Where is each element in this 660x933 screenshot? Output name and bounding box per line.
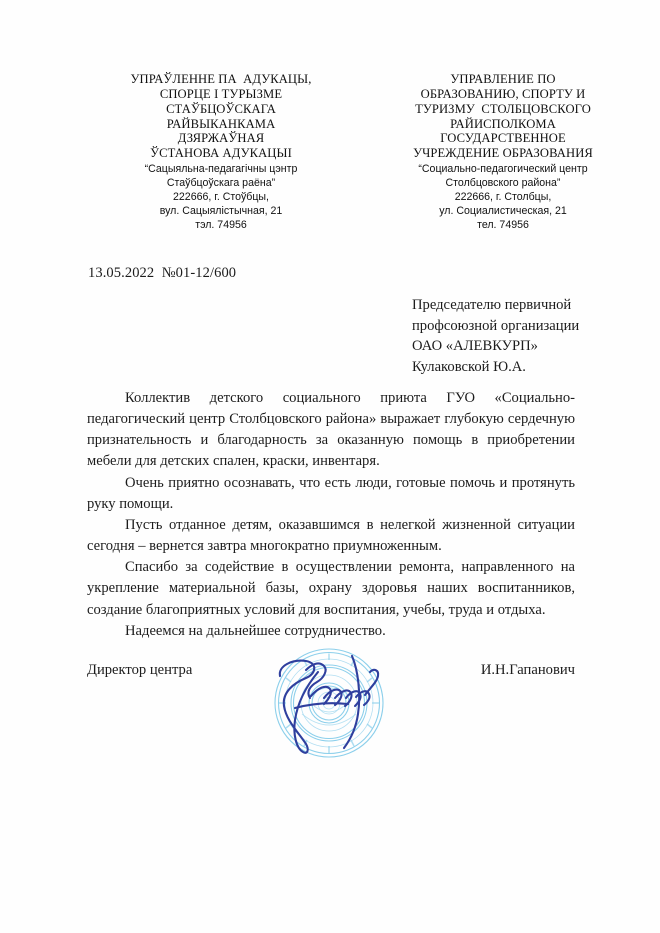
letterhead-ru-line-2: ОБРАЗОВАНИЮ, СПОРТУ И <box>420 86 586 101</box>
letterhead-ru-line-3: ТУРИЗМУ СТОЛБЦОВСКОГО <box>415 101 591 116</box>
letterhead-be-line-6: ЎСТАНОВА АДУКАЦЫІ <box>150 146 292 161</box>
letterhead-ru-line-1: УПРАВЛЕНИЕ ПО <box>450 72 556 86</box>
body-paragraph-4: Спасибо за содействие в осуществлении ремонта, направленного на укрепление материальной базы, охрану здоровья наших воспитанников, создание благоприятных условий для воспитания, учебы, труда и отдыха. <box>87 559 575 618</box>
letterhead-be-line-4: РАЙВЫКАНКАМА <box>166 116 276 131</box>
body-paragraph-1: Коллектив детского социального приюта ГУО «Социально-педагогический центр Столбцовского района» выражает глубокую сердечную признательность и благодарность за оказанную помощь в приобретении мебели для детских спален, краски, инвентаря. <box>87 390 575 470</box>
letterhead-ru-line-4: РАЙИСПОЛКОМА <box>450 116 556 131</box>
letterhead <box>0 72 660 233</box>
letterhead-be-sub-3: 222666, г. Стоўбцы, <box>173 191 269 204</box>
body-paragraph-2: Очень приятно осознавать, что есть люди, готовые помочь и протянуть руку помощи. <box>87 474 575 512</box>
letterhead-ru-line-5: ГОСУДАРСТВЕННОЕ <box>440 131 566 146</box>
letterhead-be-line-3: СТАЎБЦОЎСКАГА <box>166 101 276 116</box>
letterhead-be-line-2: СПОРЦЕ І ТУРЫЗМЕ <box>159 86 283 101</box>
letterhead-belarusian-sub <box>82 162 360 232</box>
letterhead-russian-main <box>364 72 642 161</box>
letterhead-ru-sub-2: Столбцовского района” <box>445 177 561 190</box>
letterhead-russian <box>364 72 642 233</box>
body-paragraph-5: Надеемся на дальнейшее сотрудничество. <box>125 622 386 639</box>
letterhead-belarusian-main <box>82 72 360 161</box>
letterhead-ru-sub-3: 222666, г. Столбцы, <box>454 191 552 204</box>
body-paragraph-3: Пусть отданное детям, оказавшимся в нелегкой жизненной ситуации сегодня – вернется завтра многократно приумноженным. <box>87 516 575 555</box>
letterhead-be-sub-1: “Сацыяльна-педагагічны цэнтр <box>144 163 298 176</box>
addressee-line-1: Председателю первичной <box>412 297 572 313</box>
addressee-block <box>412 295 647 378</box>
letterhead-belarusian <box>82 72 360 233</box>
date-and-reference-number: 13.05.2022 №01-12/600 <box>88 265 237 281</box>
letterhead-be-sub-2: Стаўбцоўскага раёна” <box>166 177 276 190</box>
letterhead-russian-sub <box>364 162 642 232</box>
signatory-title: Директор центра <box>87 662 193 678</box>
letterhead-ru-line-6: УЧРЕЖДЕНИЕ ОБРАЗОВАНИЯ <box>413 146 593 161</box>
addressee-line-2: профсоюзной организации <box>412 317 580 334</box>
letterhead-be-line-1: УПРАЎЛЕННЕ ПА АДУКАЦЫ, <box>130 72 312 86</box>
signatory-name: И.Н.Гапанович <box>480 662 575 678</box>
letterhead-ru-sub-4: ул. Социалистическая, 21 <box>439 205 567 218</box>
addressee-line-3: ОАО «АЛЕВКУРП» <box>412 338 538 355</box>
letter-body <box>87 388 575 642</box>
letterhead-be-sub-5: тэл. 74956 <box>195 219 247 232</box>
letterhead-be-line-5: ДЗЯРЖАЎНАЯ <box>177 131 265 146</box>
signature-block <box>87 662 575 679</box>
addressee-line-4: Кулаковской Ю.А. <box>412 359 526 376</box>
letterhead-be-sub-4: вул. Сацыялістычная, 21 <box>159 205 283 218</box>
letterhead-ru-sub-5: тел. 74956 <box>477 219 529 232</box>
letterhead-ru-sub-1: “Социально-педагогический центр <box>418 163 588 176</box>
